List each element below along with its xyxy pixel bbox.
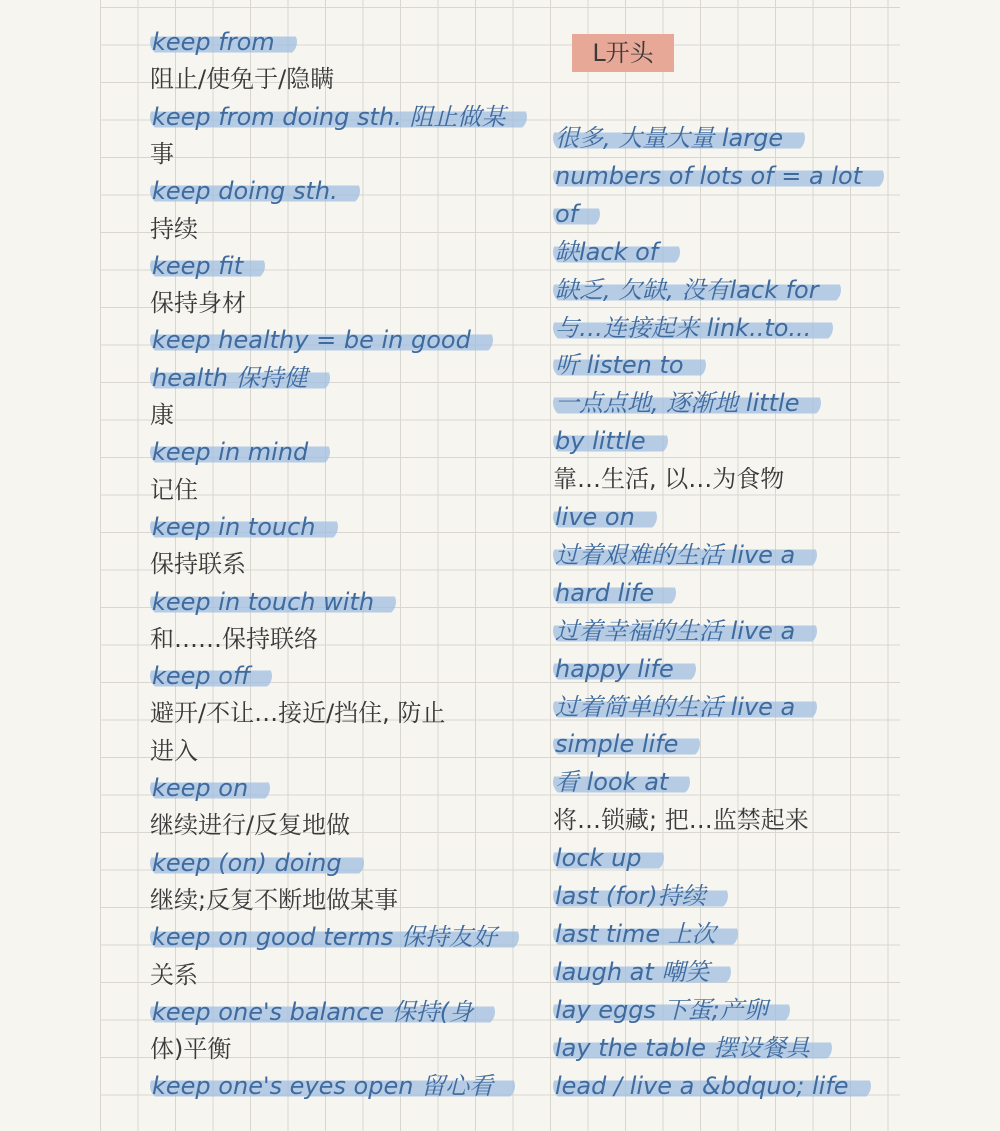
chinese-meaning: 进入 xyxy=(150,736,198,765)
left-entry-line xyxy=(150,175,360,207)
english-phrase: simple life xyxy=(553,730,700,758)
english-phrase: 很多, 大量大量 large xyxy=(553,124,805,152)
english-phrase: 缺乏, 欠缺, 没有lack for xyxy=(553,276,841,304)
chinese-meaning: 将…锁藏; 把…监禁起来 xyxy=(553,806,809,835)
english-phrase: keep off xyxy=(150,662,272,690)
chinese-meaning: 记住 xyxy=(150,475,198,504)
left-entry-line xyxy=(150,399,174,431)
left-entry-line xyxy=(150,548,246,580)
english-phrase: 与…连接起来 link..to... xyxy=(553,314,833,342)
right-entry-line xyxy=(553,880,728,912)
left-entry-line xyxy=(150,921,519,953)
chinese-meaning: 避开/不让…接近/挡住, 防止 xyxy=(150,699,446,728)
left-entry-line xyxy=(150,63,334,95)
left-entry-line xyxy=(150,586,396,618)
page-margin-left xyxy=(0,0,100,1131)
left-entry-line xyxy=(150,697,445,729)
english-phrase: 听 listen to xyxy=(553,351,706,379)
english-phrase: keep one's balance 保持(身 xyxy=(150,998,495,1026)
english-phrase: lay the table 摆设餐具 xyxy=(553,1034,832,1062)
page-margin-right xyxy=(900,0,1000,1131)
english-phrase: by little xyxy=(553,427,668,455)
left-entry-line xyxy=(150,324,493,356)
left-entry-line xyxy=(150,959,198,991)
right-entry-line xyxy=(553,842,664,874)
chinese-meaning: 靠…生活, 以…为食物 xyxy=(553,465,785,494)
english-phrase: lock up xyxy=(553,844,664,872)
english-phrase: keep doing sth. xyxy=(150,177,360,205)
left-entry-line xyxy=(150,26,297,58)
right-entry-line xyxy=(553,615,817,647)
english-phrase: keep healthy = be in good xyxy=(150,326,493,354)
english-phrase: health 保持健 xyxy=(150,364,330,392)
english-phrase: hard life xyxy=(553,579,676,607)
english-phrase: happy life xyxy=(553,655,696,683)
english-phrase: live on xyxy=(553,503,657,531)
right-entry-line xyxy=(553,387,821,419)
english-phrase: keep (on) doing xyxy=(150,849,364,877)
english-phrase: keep one's eyes open 留心看 xyxy=(150,1072,515,1100)
left-entry-line xyxy=(150,138,174,170)
chinese-meaning: 持续 xyxy=(150,214,198,243)
chinese-meaning: 体)平衡 xyxy=(150,1035,232,1064)
english-phrase: last (for)持续 xyxy=(553,882,728,910)
chinese-meaning: 和……保持联络 xyxy=(150,624,318,653)
left-entry-line xyxy=(150,735,198,767)
english-phrase: lay eggs 下蛋;产卵 xyxy=(553,996,790,1024)
chinese-meaning: 事 xyxy=(150,139,174,168)
english-phrase: 过着简单的生活 live a xyxy=(553,693,817,721)
right-entry-line xyxy=(553,577,676,609)
english-phrase: 过着艰难的生活 live a xyxy=(553,541,817,569)
english-phrase: lead / live a &bdquo; life xyxy=(553,1072,871,1100)
right-entry-line xyxy=(553,160,884,192)
english-phrase: keep on xyxy=(150,774,270,802)
right-entry-line xyxy=(553,312,833,344)
english-phrase: keep on good terms 保持友好 xyxy=(150,923,519,951)
left-entry-line xyxy=(150,362,330,394)
english-phrase: laugh at 嘲笑 xyxy=(553,958,731,986)
right-entry-line xyxy=(553,501,657,533)
right-entry-line xyxy=(553,1032,832,1064)
left-entry-line xyxy=(150,996,495,1028)
right-entry-line xyxy=(553,122,805,154)
chinese-meaning: 继续进行/反复地做 xyxy=(150,811,351,840)
left-entry-line xyxy=(150,250,265,282)
chinese-meaning: 阻止/使免于/隐瞒 xyxy=(150,65,335,94)
section-title: L开头 xyxy=(572,34,674,72)
left-entry-line xyxy=(150,1033,231,1065)
left-entry-line xyxy=(150,884,398,916)
left-entry-line xyxy=(150,213,198,245)
left-entry-line xyxy=(150,1070,515,1102)
left-entry-line xyxy=(150,511,338,543)
english-phrase: keep fit xyxy=(150,252,265,280)
left-entry-line xyxy=(150,287,246,319)
chinese-meaning: 保持联系 xyxy=(150,550,246,579)
chinese-meaning: 继续;反复不断地做某事 xyxy=(150,885,399,914)
english-phrase: 缺lack of xyxy=(553,238,680,266)
right-entry-line xyxy=(553,539,817,571)
english-phrase: 一点点地, 逐渐地 little xyxy=(553,389,821,417)
right-entry-line xyxy=(553,994,790,1026)
right-entry-line xyxy=(553,198,600,230)
right-entry-line xyxy=(553,918,738,950)
right-entry-line xyxy=(553,274,841,306)
right-entry-line xyxy=(553,425,668,457)
left-entry-line xyxy=(150,660,272,692)
left-entry-line xyxy=(150,436,330,468)
right-entry-line xyxy=(553,1070,871,1102)
chinese-meaning: 关系 xyxy=(150,960,198,989)
english-phrase: numbers of lots of = a lot xyxy=(553,162,884,190)
left-entry-line xyxy=(150,847,364,879)
right-entry-line xyxy=(553,766,690,798)
chinese-meaning: 保持身材 xyxy=(150,289,246,318)
english-phrase: 看 look at xyxy=(553,768,690,796)
right-entry-line xyxy=(553,463,784,495)
left-entry-line xyxy=(150,772,270,804)
english-phrase: of xyxy=(553,200,600,228)
left-entry-line xyxy=(150,809,350,841)
chinese-meaning: 康 xyxy=(150,401,174,429)
right-entry-line xyxy=(553,804,809,836)
english-phrase: keep in touch xyxy=(150,513,338,541)
english-phrase: keep from doing sth. 阻止做某 xyxy=(150,103,527,131)
right-entry-line xyxy=(553,349,706,381)
right-entry-line xyxy=(553,691,817,723)
left-entry-line xyxy=(150,101,527,133)
right-entry-line xyxy=(553,653,696,685)
right-entry-line xyxy=(553,956,731,988)
left-entry-line xyxy=(150,623,318,655)
english-phrase: last time 上次 xyxy=(553,920,738,948)
right-entry-line xyxy=(553,236,680,268)
english-phrase: keep in mind xyxy=(150,438,330,466)
english-phrase: 过着幸福的生活 live a xyxy=(553,617,817,645)
english-phrase: keep in touch with xyxy=(150,588,396,616)
left-entry-line xyxy=(150,474,198,506)
english-phrase: keep from xyxy=(150,28,297,56)
right-entry-line xyxy=(553,728,700,760)
